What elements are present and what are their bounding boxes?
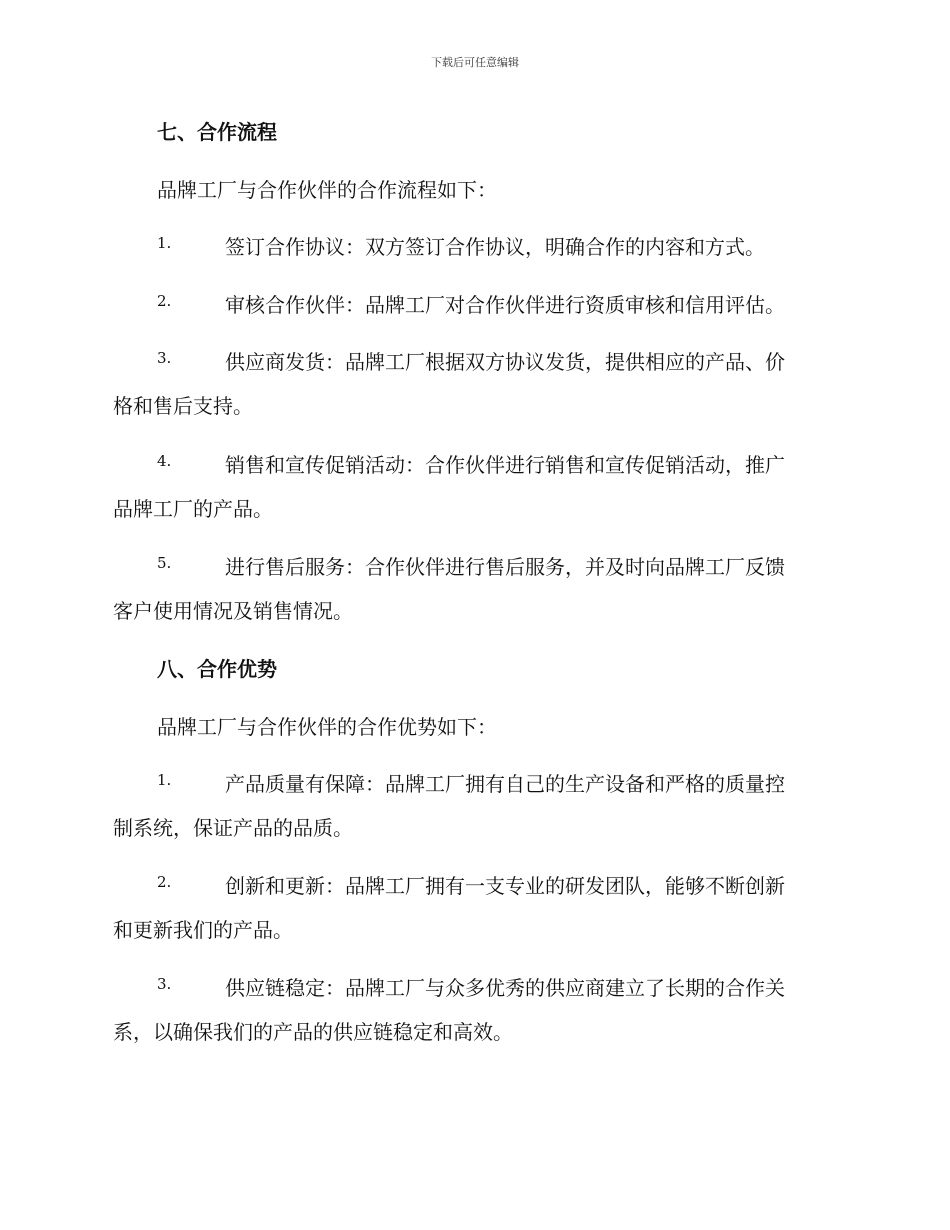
list-item-text-continued: 客户使用情况及销售情况。 (113, 599, 353, 623)
list-item-number: 4. (157, 452, 172, 470)
section-7-title: 七、合作流程 (157, 120, 277, 144)
list-item-number: 3. (157, 349, 172, 367)
list-item-text: 供应商发货：品牌工厂根据双方协议发货，提供相应的产品、价 (225, 350, 785, 374)
list-item-text: 产品质量有保障：品牌工厂拥有自己的生产设备和严格的质量控 (225, 772, 785, 796)
list-item-text: 供应链稳定：品牌工厂与众多优秀的供应商建立了长期的合作关 (225, 976, 785, 1000)
section-8-title: 八、合作优势 (157, 657, 277, 681)
list-item-number: 2. (157, 292, 172, 310)
list-item-number: 1. (157, 771, 172, 789)
list-item-text: 创新和更新：品牌工厂拥有一支专业的研发团队，能够不断创新 (225, 874, 785, 898)
list-item-number: 3. (157, 975, 172, 993)
list-item-text: 审核合作伙伴：品牌工厂对合作伙伴进行资质审核和信用评估。 (225, 293, 785, 317)
list-item-text: 销售和宣传促销活动：合作伙伴进行销售和宣传促销活动，推广 (225, 453, 785, 477)
section-7-intro: 品牌工厂与合作伙伴的合作流程如下： (157, 178, 497, 202)
list-item-text-continued: 品牌工厂的产品。 (113, 497, 273, 521)
list-item-text: 进行售后服务：合作伙伴进行售后服务，并及时向品牌工厂反馈 (225, 555, 785, 579)
list-item-text-continued: 格和售后支持。 (113, 394, 253, 418)
list-item-number: 1. (157, 234, 172, 252)
section-8-intro: 品牌工厂与合作伙伴的合作优势如下： (157, 715, 497, 739)
list-item-text-continued: 系，以确保我们的产品的供应链稳定和高效。 (113, 1020, 513, 1044)
list-item-number: 5. (157, 554, 172, 572)
list-item-number: 2. (157, 873, 172, 891)
list-item-text: 签订合作协议：双方签订合作协议，明确合作的内容和方式。 (225, 235, 765, 259)
page-header: 下载后可任意编辑 (431, 56, 519, 69)
list-item-text-continued: 和更新我们的产品。 (113, 918, 293, 942)
list-item-text-continued: 制系统，保证产品的品质。 (113, 816, 353, 840)
